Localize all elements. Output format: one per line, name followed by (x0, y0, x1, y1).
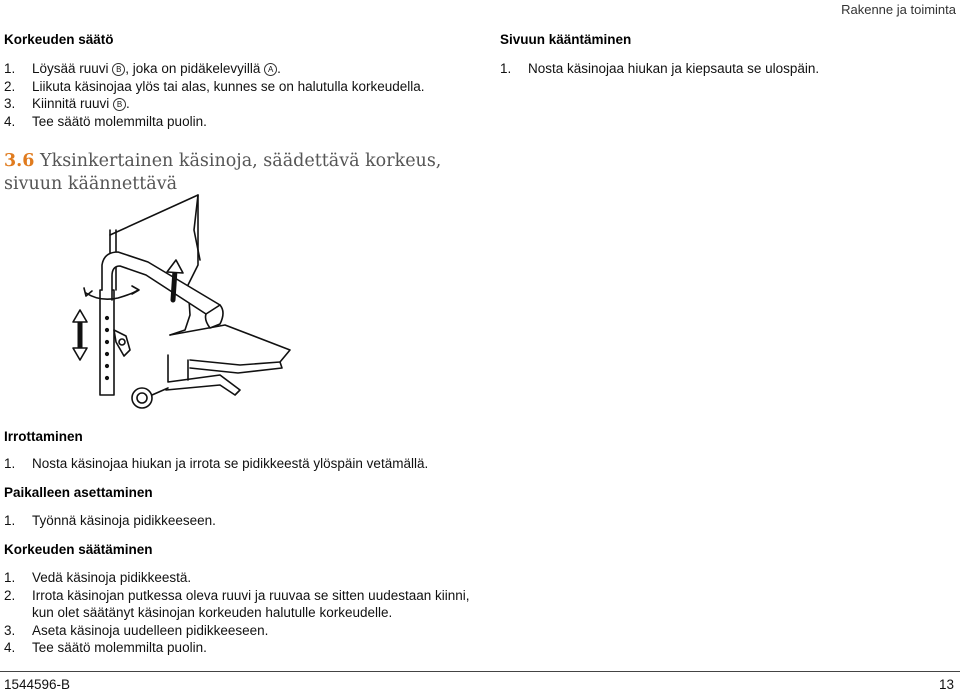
list-item: 2. Liikuta käsinojaa ylös tai alas, kunnes se on halutulla korkeudella. (4, 78, 425, 94)
removal-heading: Irrottaminen (4, 429, 83, 444)
list-item: 1. Nosta käsinojaa hiukan ja kiepsauta se ulospäin. (500, 61, 820, 76)
list-item: 3. Kiinnitä ruuvi B . (4, 96, 130, 111)
page-number: 13 (938, 677, 954, 691)
height-setting-heading: Korkeuden säätäminen (4, 542, 153, 557)
callout-a-icon: A (264, 63, 277, 76)
document-id: 1544596-B (4, 677, 71, 691)
armrest-illustration-icon (70, 190, 310, 415)
list-item: 2. Irrota käsinojan putkessa oleva ruuvi ja ruuvaa se sitten uudestaan kiinni, kun olet säätänyt käsinojan korkeuden halutulle korkeudelle. (4, 587, 470, 620)
height-adjust-heading: Korkeuden säätö (4, 32, 114, 47)
chapter-header: Rakenne ja toiminta (841, 2, 956, 17)
height-adjust-list (4, 60, 474, 130)
callout-b-icon: B (112, 63, 125, 76)
list-item: 1. Työnnä käsinoja pidikkeeseen. (4, 513, 216, 528)
list-item: 4. Tee säätö molemmilta puolin. (4, 113, 207, 129)
install-heading: Paikalleen asettaminen (4, 485, 153, 500)
list-item: 1. Löysää ruuvi B , joka on pidäkelevyillä A . (4, 61, 281, 76)
callout-b-icon: B (113, 98, 126, 111)
section-title: 3.6 Yksinkertainen käsinoja, säädettävä korkeus, sivuun käännettävä (4, 151, 442, 194)
height-setting-list (4, 569, 474, 657)
list-item: 3. Aseta käsinoja uudelleen pidikkeeseen. (4, 622, 269, 638)
footer-divider (0, 671, 960, 672)
install-list (4, 512, 644, 530)
swing-aside-list (500, 60, 950, 78)
list-item: 1. Vedä käsinoja pidikkeestä. (4, 570, 192, 585)
list-item: 4. Tee säätö molemmilta puolin. (4, 640, 207, 655)
swing-aside-heading: Sivuun kääntäminen (500, 32, 632, 47)
list-item: 1. Nosta käsinojaa hiukan ja irrota se pidikkeestä ylöspäin vetämällä. (4, 456, 429, 471)
removal-list (4, 455, 644, 473)
